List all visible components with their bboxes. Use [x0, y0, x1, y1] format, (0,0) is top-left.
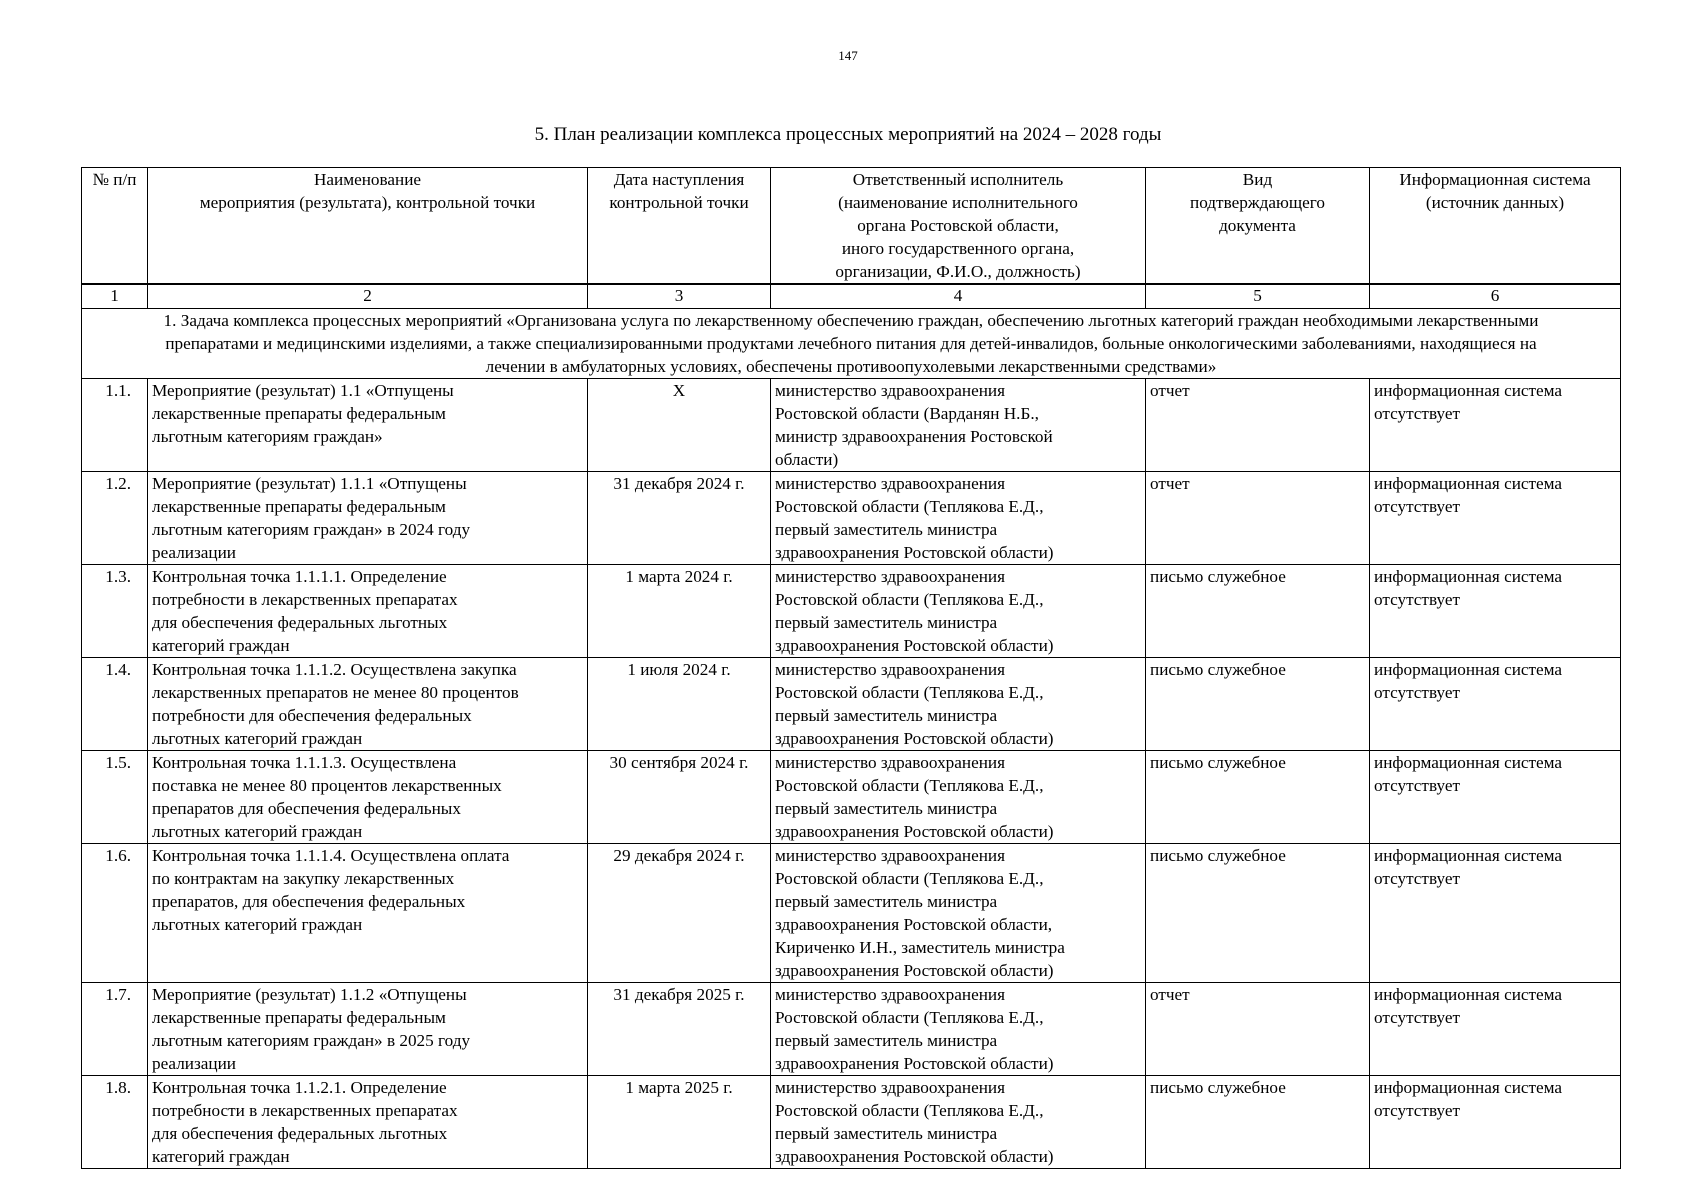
row-document-type: письмо служебное [1146, 658, 1370, 751]
task-description: 1. Задача комплекса процессных мероприятий «Организована услуга по лекарственному обеспечению граждан, обеспечению льготных категорий граждан необходимыми лекарственными препаратами и медицинскими изделиями, а также специализированными продуктами лечебного питания для детей-инвалидов, больные онкологическими заболеваниями, находящиеся на лечении в амбулаторных условиях, обеспечены противоопухолевыми лекарственными средствами» [82, 309, 1621, 379]
row-number: 1.5. [82, 751, 148, 844]
row-name: Контрольная точка 1.1.1.3. Осуществлена поставка не менее 80 процентов лекарственных препаратов для обеспечения федеральных льготных категорий граждан [148, 751, 588, 844]
row-number: 1.3. [82, 565, 148, 658]
row-number: 1.7. [82, 983, 148, 1076]
table-row [82, 751, 1621, 844]
row-responsible: министерство здравоохранения Ростовской области (Теплякова Е.Д., первый заместитель министра здравоохранения Ростовской области) [771, 983, 1146, 1076]
header-responsible: Ответственный исполнитель (наименование исполнительного органа Ростовской области, иного государственного органа, организации, Ф.И.О., должность) [771, 168, 1146, 285]
row-document-type: письмо служебное [1146, 565, 1370, 658]
table-row [82, 472, 1621, 565]
column-number: 4 [771, 284, 1146, 309]
row-information-system: информационная система отсутствует [1370, 751, 1621, 844]
column-number-row [82, 284, 1621, 309]
row-responsible: министерство здравоохранения Ростовской области (Варданян Н.Б., министр здравоохранения Ростовской области) [771, 379, 1146, 472]
row-date: 1 июля 2024 г. [588, 658, 771, 751]
row-responsible: министерство здравоохранения Ростовской области (Теплякова Е.Д., первый заместитель министра здравоохранения Ростовской области, Кириченко И.Н., заместитель министра здравоохранения Ростовской области) [771, 844, 1146, 983]
row-information-system: информационная система отсутствует [1370, 565, 1621, 658]
row-document-type: отчет [1146, 472, 1370, 565]
row-number: 1.1. [82, 379, 148, 472]
row-information-system: информационная система отсутствует [1370, 658, 1621, 751]
row-document-type: письмо служебное [1146, 1076, 1370, 1169]
row-name: Контрольная точка 1.1.1.2. Осуществлена закупка лекарственных препаратов не менее 80 процентов потребности для обеспечения федеральных льготных категорий граждан [148, 658, 588, 751]
row-information-system: информационная система отсутствует [1370, 844, 1621, 983]
header-date: Дата наступления контрольной точки [588, 168, 771, 285]
table-row [82, 1076, 1621, 1169]
row-responsible: министерство здравоохранения Ростовской области (Теплякова Е.Д., первый заместитель министра здравоохранения Ростовской области) [771, 751, 1146, 844]
row-name: Контрольная точка 1.1.1.4. Осуществлена оплата по контрактам на закупку лекарственных препаратов, для обеспечения федеральных льготных категорий граждан [148, 844, 588, 983]
row-number: 1.8. [82, 1076, 148, 1169]
row-name: Контрольная точка 1.1.1.1. Определение потребности в лекарственных препаратах для обеспечения федеральных льготных категорий граждан [148, 565, 588, 658]
column-number: 6 [1370, 284, 1621, 309]
row-name: Мероприятие (результат) 1.1.1 «Отпущены лекарственные препараты федеральным льготным категориям граждан» в 2024 году реализации [148, 472, 588, 565]
table-row [82, 983, 1621, 1076]
table-row [82, 379, 1621, 472]
row-name: Мероприятие (результат) 1.1 «Отпущены лекарственные препараты федеральным льготным категориям граждан» [148, 379, 588, 472]
page-title: 5. План реализации комплекса процессных мероприятий на 2024 – 2028 годы [534, 124, 1162, 145]
row-information-system: информационная система отсутствует [1370, 1076, 1621, 1169]
row-number: 1.4. [82, 658, 148, 751]
table-row [82, 844, 1621, 983]
row-responsible: министерство здравоохранения Ростовской области (Теплякова Е.Д., первый заместитель министра здравоохранения Ростовской области) [771, 565, 1146, 658]
row-name: Мероприятие (результат) 1.1.2 «Отпущены лекарственные препараты федеральным льготным категориям граждан» в 2025 году реализации [148, 983, 588, 1076]
column-number: 3 [588, 284, 771, 309]
header-number: № п/п [82, 168, 148, 285]
row-date: 29 декабря 2024 г. [588, 844, 771, 983]
row-number: 1.2. [82, 472, 148, 565]
row-responsible: министерство здравоохранения Ростовской области (Теплякова Е.Д., первый заместитель министра здравоохранения Ростовской области) [771, 658, 1146, 751]
row-number: 1.6. [82, 844, 148, 983]
row-information-system: информационная система отсутствует [1370, 983, 1621, 1076]
column-number: 1 [82, 284, 148, 309]
row-date: 31 декабря 2024 г. [588, 472, 771, 565]
column-number: 5 [1146, 284, 1370, 309]
task-row [82, 309, 1621, 379]
column-number: 2 [148, 284, 588, 309]
table-header-row [82, 168, 1621, 285]
table-row [82, 658, 1621, 751]
row-responsible: министерство здравоохранения Ростовской области (Теплякова Е.Д., первый заместитель министра здравоохранения Ростовской области) [771, 1076, 1146, 1169]
row-information-system: информационная система отсутствует [1370, 472, 1621, 565]
row-date: Х [588, 379, 771, 472]
header-system: Информационная система (источник данных) [1370, 168, 1621, 285]
table-row [82, 565, 1621, 658]
header-name: Наименование мероприятия (результата), контрольной точки [148, 168, 588, 285]
plan-table [81, 167, 1621, 1169]
page-number: 147 [838, 48, 858, 63]
row-date: 30 сентября 2024 г. [588, 751, 771, 844]
row-document-type: письмо служебное [1146, 844, 1370, 983]
row-document-type: письмо служебное [1146, 751, 1370, 844]
row-information-system: информационная система отсутствует [1370, 379, 1621, 472]
row-name: Контрольная точка 1.1.2.1. Определение потребности в лекарственных препаратах для обеспечения федеральных льготных категорий граждан [148, 1076, 588, 1169]
row-date: 1 марта 2024 г. [588, 565, 771, 658]
row-document-type: отчет [1146, 379, 1370, 472]
header-document: Вид подтверждающего документа [1146, 168, 1370, 285]
row-responsible: министерство здравоохранения Ростовской области (Теплякова Е.Д., первый заместитель министра здравоохранения Ростовской области) [771, 472, 1146, 565]
row-document-type: отчет [1146, 983, 1370, 1076]
row-date: 1 марта 2025 г. [588, 1076, 771, 1169]
row-date: 31 декабря 2025 г. [588, 983, 771, 1076]
